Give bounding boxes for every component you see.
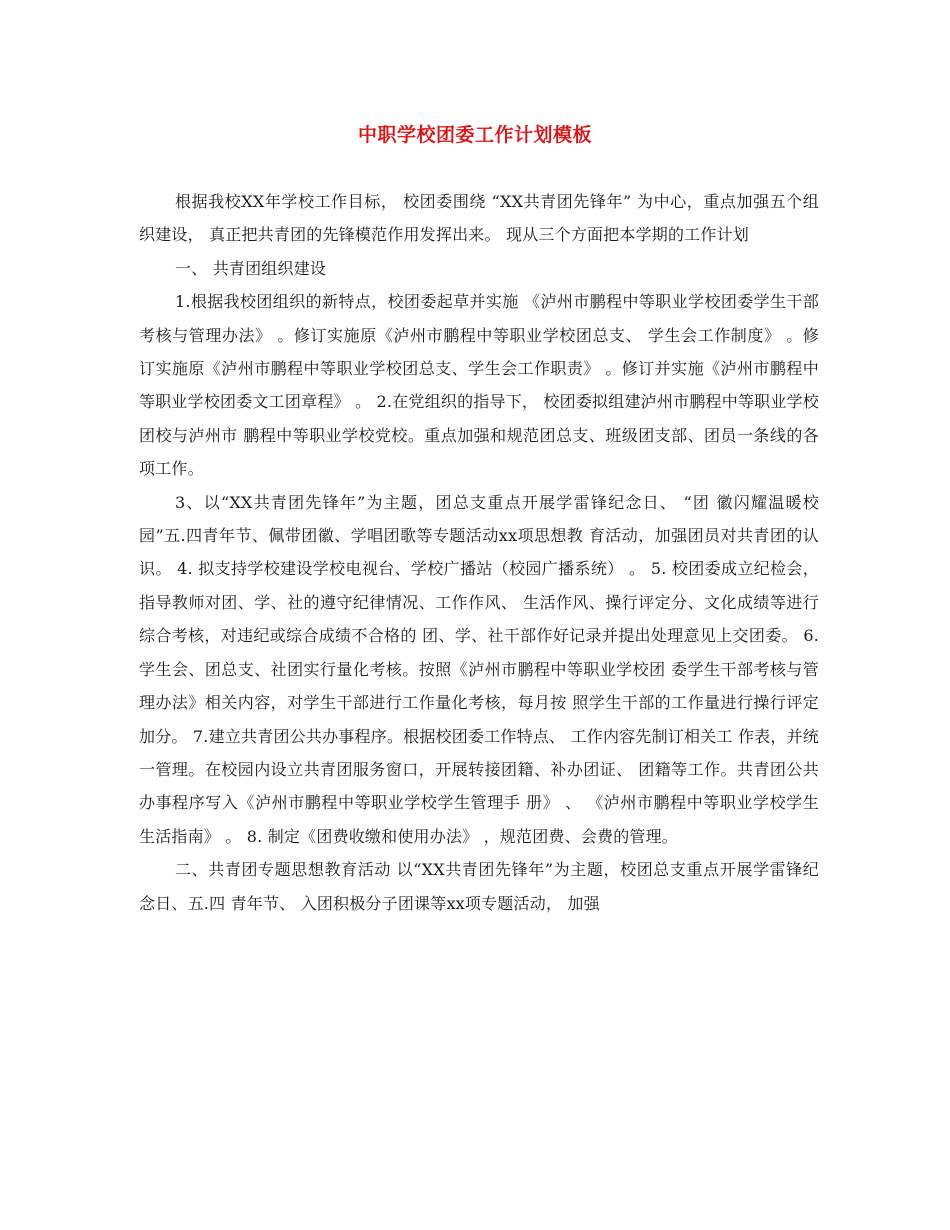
paragraph-items-3-8: 3、以“XX共青团先锋年”为主题，团总支重点开展学雷锋纪念日、 “团 徽闪耀温暖校园”五.四青年节、佩带团徽、学唱团歌等专题活动xx项思想教 育活动，加强团员对共青团的认识。 4. 拟支持学校建设学校电视台、学校广播站（校园广播系统） 。 5. 校团委成立纪检会，指导教师对团、学、社的遵守纪律情况、工作作风、 生活作风、操行评定分、文化成绩等进行综合考核，对违纪或综合成绩不合格的 团、学、社干部作好记录并提出处理意见上交团委。 6.学生会、团总支、社团实行量化考核。按照《泸州市鹏程中等职业学校团 委学生干部考核与管理办法》相关内容，对学生干部进行工作量化考核，每月按 照学生干部的工作量进行操行评定加分。 7.建立共青团公共办事程序。根据校团委工作特点、 工作内容先制订相关工 作表，并统一管理。在校园内设立共青团服务窗口，开展转接团籍、补办团证、 团籍等工作。共青团公共办事程序写入《泸州市鹏程中等职业学校学生管理手 册》 、 《泸州市鹏程中等职业学校学生生活指南》 。 8. 制定《团费收缴和使用办法》 ，规范团费、会费的管理。 — [139, 492, 819, 846]
paragraph-intro: 根据我校XX年学校工作目标， 校团委围绕 “XX共青团先锋年” 为中心，重点加强五个组织建设， 真正把共青团的先锋模范作用发挥出来。 现从三个方面把本学期的工作计划 — [139, 192, 819, 245]
paragraph-section-two: 二、共青团专题思想教育活动 以“XX共青团先锋年”为主题，校团总支重点开展学雷锋纪念日、五.四 青年节、 入团积极分子团课等xx项专题活动， 加强 — [139, 860, 819, 913]
paragraph-items-1-2: 1.根据我校团组织的新特点，校团委起草并实施 《泸州市鹏程中等职业学校团委学生干部考核与管理办法》 。修订实施原《泸州市鹏程中等职业学校团总支、 学生会工作制度》 。修订实施原《泸州市鹏程中等职业学校团总支、学生会工作职责》 。修订并实施《泸州市鹏程中等职业学校团委文工团章程》 。 2.在党组织的指导下， 校团委拟组建泸州市鹏程中等职业学校团校与泸州市 鹏程中等职业学校党校。重点加强和规范团总支、班级团支部、团员一条线的各 项工作。 — [139, 292, 819, 479]
document-body — [139, 185, 819, 920]
section-heading-organization: 一、 共青团组织建设 — [175, 258, 327, 278]
document-title: 中职学校团委工作计划模板 — [357, 124, 592, 146]
